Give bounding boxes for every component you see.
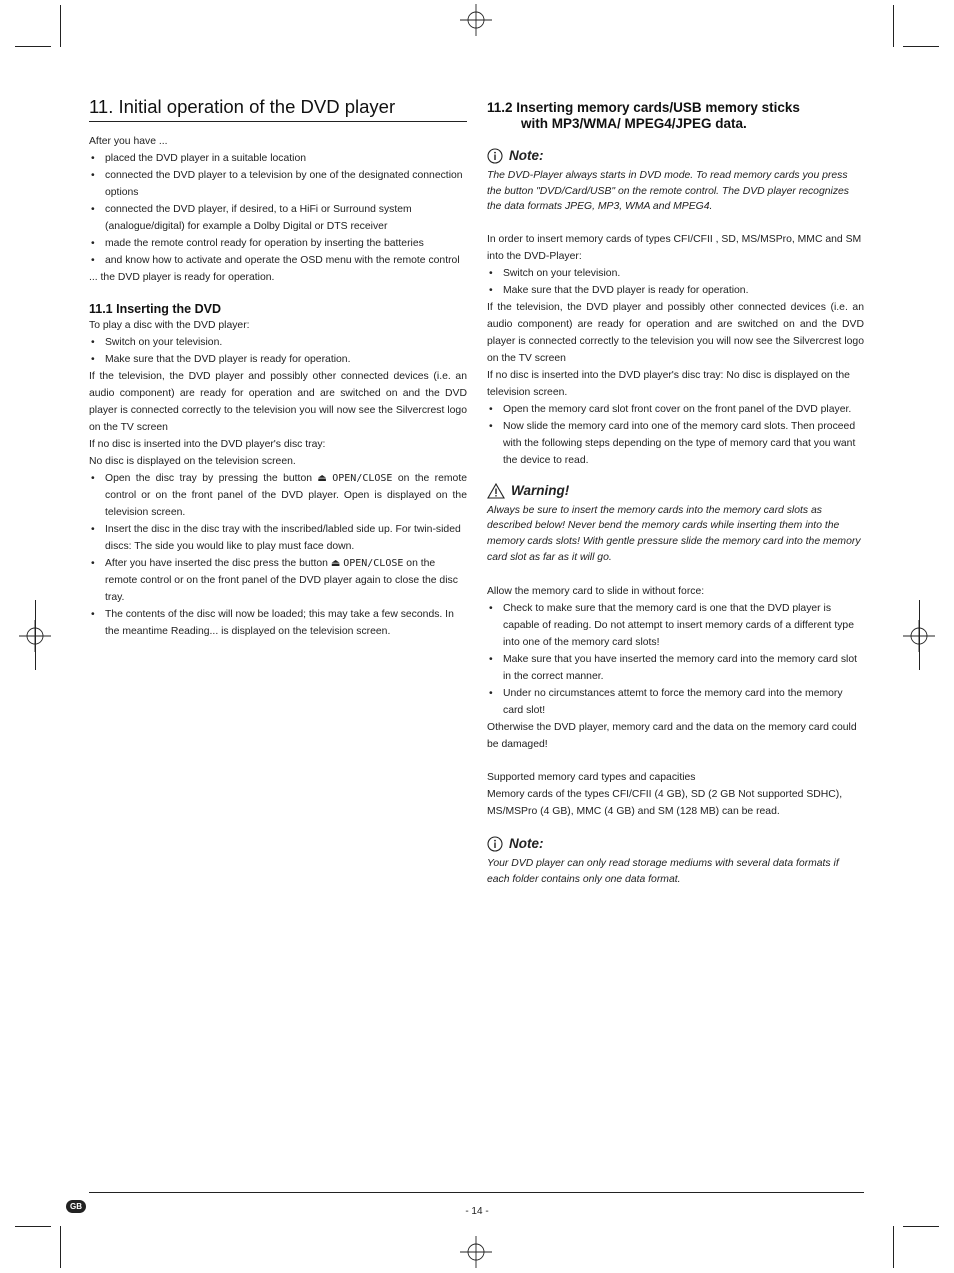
paragraph: If the television, the DVD player and possibly other connected devices (i.e. an audio component) are ready for operation and are switched on and the DVD player is connected correctly to the television you will now see the Silvercrest logo on the TV screen [487, 301, 864, 364]
supported-heading: Supported memory card types and capacities [487, 772, 696, 784]
paragraph: Otherwise the DVD player, memory card and the data on the memory card could be damaged! [487, 722, 857, 751]
list-item: • Make sure that you have inserted the memory card into the memory card slot in the correct manner. [487, 651, 864, 685]
section-lead: To play a disc with the DVD player: [89, 320, 250, 331]
step-text: on the remote control or on the front panel of the DVD player. [105, 473, 467, 501]
note-text: The DVD-Player always starts in DVD mode. To read memory cards you press the button "DVD/Card/USB" on the remote control. The DVD player recognizes the data formats JPEG, MP3, WMA and MPEG4. [487, 170, 849, 213]
intro-bullet-list [89, 150, 467, 269]
section-heading-11-2-line2: with MP3/WMA/ MPEG4/JPEG data. [521, 116, 747, 131]
crop-mark [15, 1226, 51, 1227]
crop-mark [903, 1226, 939, 1227]
crop-mark [919, 600, 920, 670]
step-text: is displayed on the television screen. [218, 626, 391, 637]
list-item: • Switch on your television. [487, 265, 864, 282]
no-disc-line [89, 453, 467, 470]
steps-list [89, 470, 467, 640]
no-disc-label: No disc [89, 456, 124, 467]
open-close-label: OPEN/CLOSE [343, 558, 404, 569]
no-disc-label: No disc [726, 369, 761, 381]
list-item [89, 470, 467, 521]
list-item [89, 606, 467, 640]
list-item: • Check to make sure that the memory card is one that the DVD player is capable of reading. Do not attempt to insert memory cards of a different type into one of the memory card slots! [487, 600, 864, 651]
crop-mark [893, 5, 894, 47]
list-item: • placed the DVD player in a suitable location [89, 150, 467, 167]
bullet-list [487, 265, 864, 299]
paragraph-text: If no disc is inserted into the DVD player's disc tray: [487, 369, 727, 381]
note-label: Note: [509, 836, 544, 852]
section-bullet-list [89, 334, 467, 368]
paragraph: In order to insert memory cards of types CFI/CFII , SD, MS/MSPro, MMC and SM into the DVD-Player: [487, 233, 862, 262]
list-item: • Insert the disc in the disc tray with the inscribed/labled side up. For twin-sided discs: The side you would like to play must face down. [89, 521, 467, 555]
paragraph: Allow the memory card to slide in without force: [487, 586, 705, 598]
warning-label: Warning! [511, 482, 570, 498]
crop-mark [60, 1226, 61, 1268]
note-label: Note: [509, 148, 544, 163]
intro-text: After you have ... [89, 136, 168, 147]
paragraph: If no disc is inserted into the DVD player's disc tray: [89, 439, 326, 450]
list-item: • Open the memory card slot front cover on the front panel of the DVD player. [487, 401, 864, 418]
page-title: 11. Initial operation of the DVD player [89, 95, 467, 122]
step-text: on the remote control or on the front panel of the DVD player again to close the disc tray. [105, 558, 458, 603]
warning-icon [487, 483, 505, 499]
note-heading [487, 836, 864, 852]
step-text: is displayed on the television screen. [105, 490, 467, 518]
list-item [89, 555, 467, 606]
list-item: • Make sure that the DVD player is ready for operation. [487, 282, 864, 299]
country-badge: GB [66, 1200, 86, 1213]
list-item: • connected the DVD player to a television by one of the designated connection options [89, 167, 467, 201]
note-heading [487, 148, 864, 164]
crop-mark [893, 1226, 894, 1268]
no-disc-line [487, 367, 864, 401]
right-column [487, 100, 864, 887]
open-label: Open [343, 490, 370, 501]
list-item: • Under no circumstances attemt to force the memory card into the memory card slot! [487, 685, 864, 719]
footer-rule [89, 1192, 864, 1193]
list-item: • connected the DVD player, if desired, to a HiFi or Surround system (analogue/digital) for example a Dolby Digital or DTS receiver [89, 201, 467, 235]
paragraph-text: is displayed on the television screen. [123, 456, 296, 467]
info-icon [487, 148, 503, 164]
supported-text: Memory cards of the types CFI/CFII (4 GB), SD (2 GB Not supported SDHC), MS/MSPro (4 GB), MMC (4 GB) and SM (128 MB) can be read. [487, 789, 843, 818]
list-item: • Switch on your television. [89, 334, 467, 351]
bullet-list [487, 401, 864, 469]
step-text: The contents of the disc will now be loaded; this may take a few seconds. In the meantime [105, 609, 454, 637]
crop-mark [60, 5, 61, 47]
eject-icon: ⏏ [330, 558, 341, 569]
crop-mark [15, 46, 51, 47]
reading-label: Reading... [170, 626, 219, 637]
intro-end-text: ... the DVD player is ready for operation. [89, 272, 275, 283]
paragraph-text: is displayed on the television screen. [487, 369, 850, 398]
left-column [89, 133, 467, 640]
list-item: • Now slide the memory card into one of the memory card slots. Then proceed with the following steps depending on the type of memory card that you want the device to read. [487, 418, 864, 469]
crop-mark [35, 600, 36, 670]
section-heading-11-1: 11.1 Inserting the DVD [89, 302, 221, 316]
bullet-list [487, 600, 864, 719]
eject-icon: ⏏ [317, 473, 327, 484]
registration-mark [460, 4, 492, 36]
list-item: • and know how to activate and operate the OSD menu with the remote control [89, 252, 467, 269]
step-text: Open the disc tray by pressing the button [105, 473, 318, 484]
list-item: • made the remote control ready for operation by inserting the batteries [89, 235, 467, 252]
page-number: - 14 - [465, 1206, 489, 1217]
crop-mark [903, 46, 939, 47]
info-icon [487, 836, 503, 852]
note-text: Your DVD player can only read storage mediums with several data formats if each folder contains only one data format. [487, 858, 839, 885]
paragraph: If the television, the DVD player and possibly other connected devices (i.e. an audio component) are ready for operation and are switched on and the DVD player is connected correctly to the television you will now see the Silvercrest logo on the TV screen [89, 371, 467, 433]
warning-text: Always be sure to insert the memory cards into the memory card slots as described below! Never bend the memory cards while inserting them into the memory cards slots! With gentle pressure slide the memory card into the memory card slot as far as it will go. [487, 504, 861, 563]
open-close-label: OPEN/CLOSE [332, 473, 393, 484]
registration-mark [460, 1236, 492, 1268]
warning-heading [487, 483, 864, 499]
section-heading-11-2: 11.2 Inserting memory cards/USB memory sticks [487, 100, 800, 115]
step-text: After you have inserted the disc press the button [105, 558, 331, 569]
list-item: • Make sure that the DVD player is ready for operation. [89, 351, 467, 368]
